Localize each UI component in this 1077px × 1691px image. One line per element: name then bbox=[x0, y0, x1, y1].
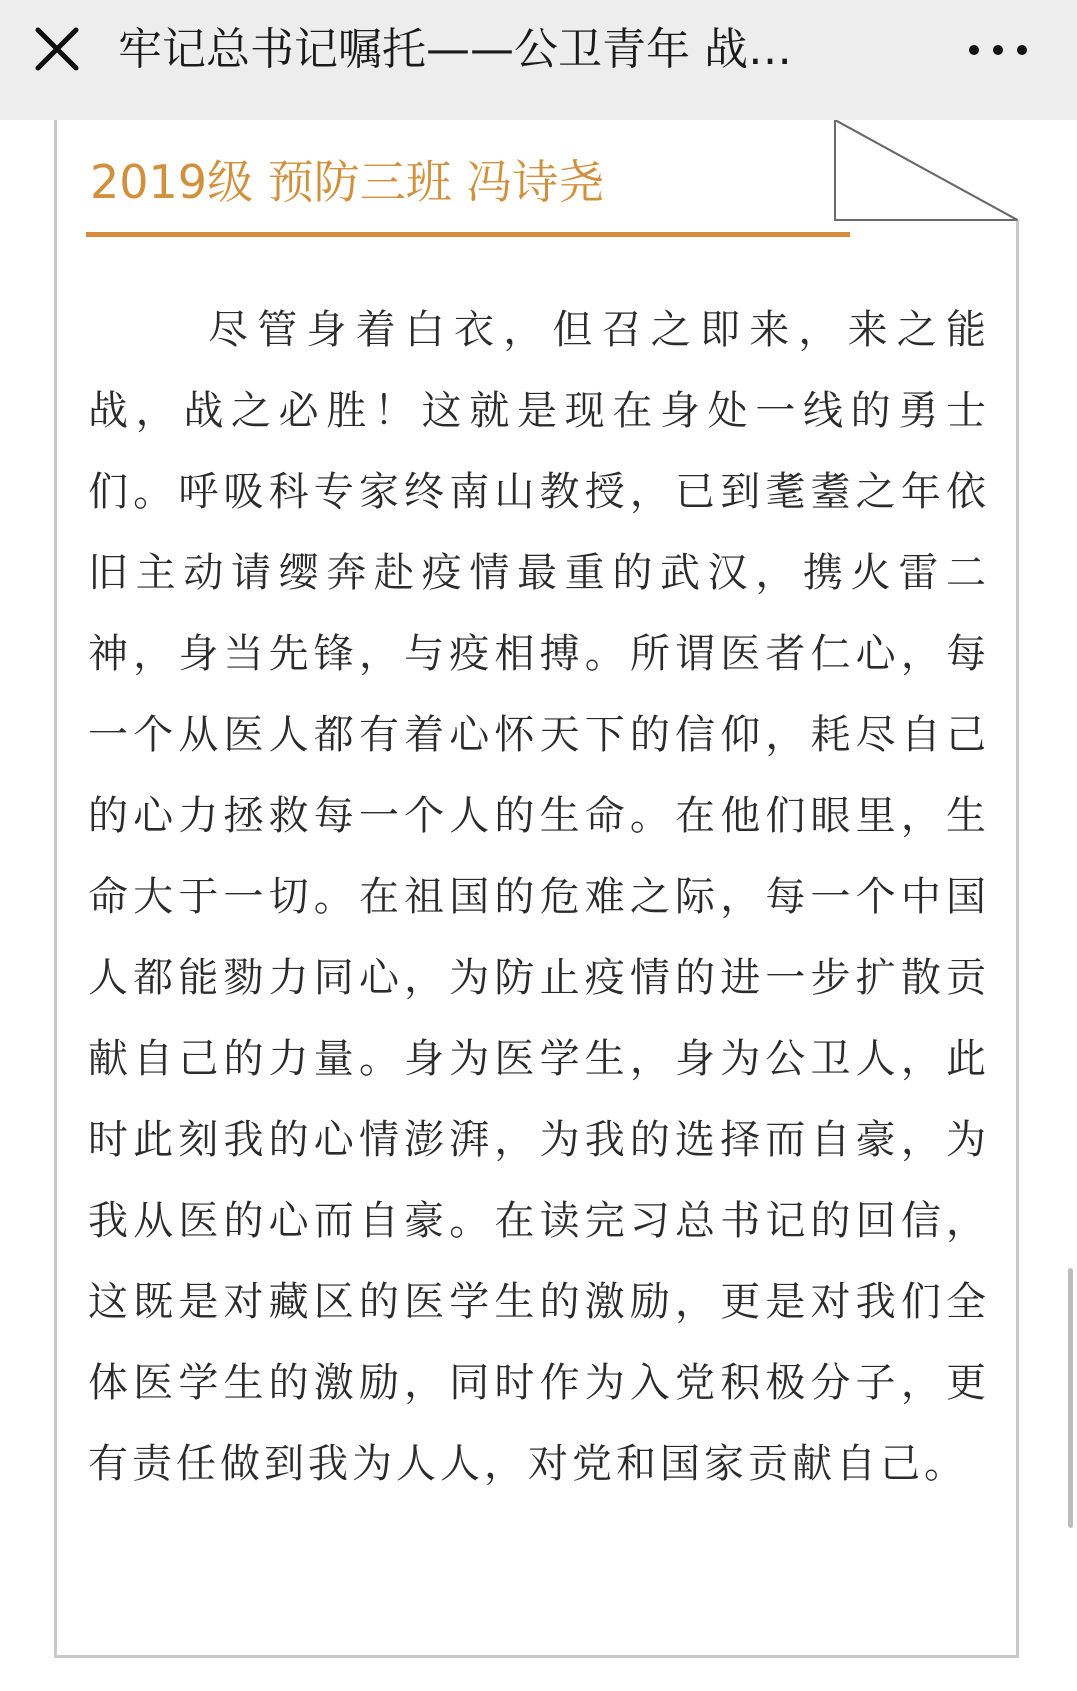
article-body: 尽管身着白衣，但召之即来，来之能战，战之必胜！这就是现在身处一线的勇士们。呼吸科专家终南山教授，已到耄耋之年依旧主动请缨奔赴疫情最重的武汉，携火雷二神，身当先锋，与疫相搏。所谓医者仁心，每一个从医人都有着心怀天下的信仰，耗尽自己的心力拯救每一个人的生命。在他们眼里，生命大于一切。在祖国的危难之际，每一个中国人都能勠力同心，为防止疫情的进一步扩散贡献自己的力量。身为医学生，身为公卫人，此时此刻我的心情澎湃，为我的选择而自豪，为我从医的心而自豪。在读完习总书记的回信，这既是对藏区的医学生的激励，更是对我们全体医学生的激励，同时作为入党积极分子，更有责任做到我为人人，对党和国家贡献自己。 bbox=[88, 307, 990, 1487]
heading-divider bbox=[86, 232, 850, 237]
close-button[interactable] bbox=[28, 20, 88, 80]
page-title: 牢记总书记嘱托——公卫青年 战… bbox=[118, 24, 792, 75]
author-heading: 2019级 预防三班 冯诗尧 bbox=[90, 155, 605, 209]
navigation-bar bbox=[0, 0, 1077, 120]
scrollbar[interactable] bbox=[1068, 1268, 1073, 1528]
more-icon bbox=[958, 20, 1048, 80]
more-options-button[interactable] bbox=[958, 20, 1048, 80]
article-card bbox=[54, 120, 1019, 1658]
close-icon bbox=[28, 20, 88, 80]
